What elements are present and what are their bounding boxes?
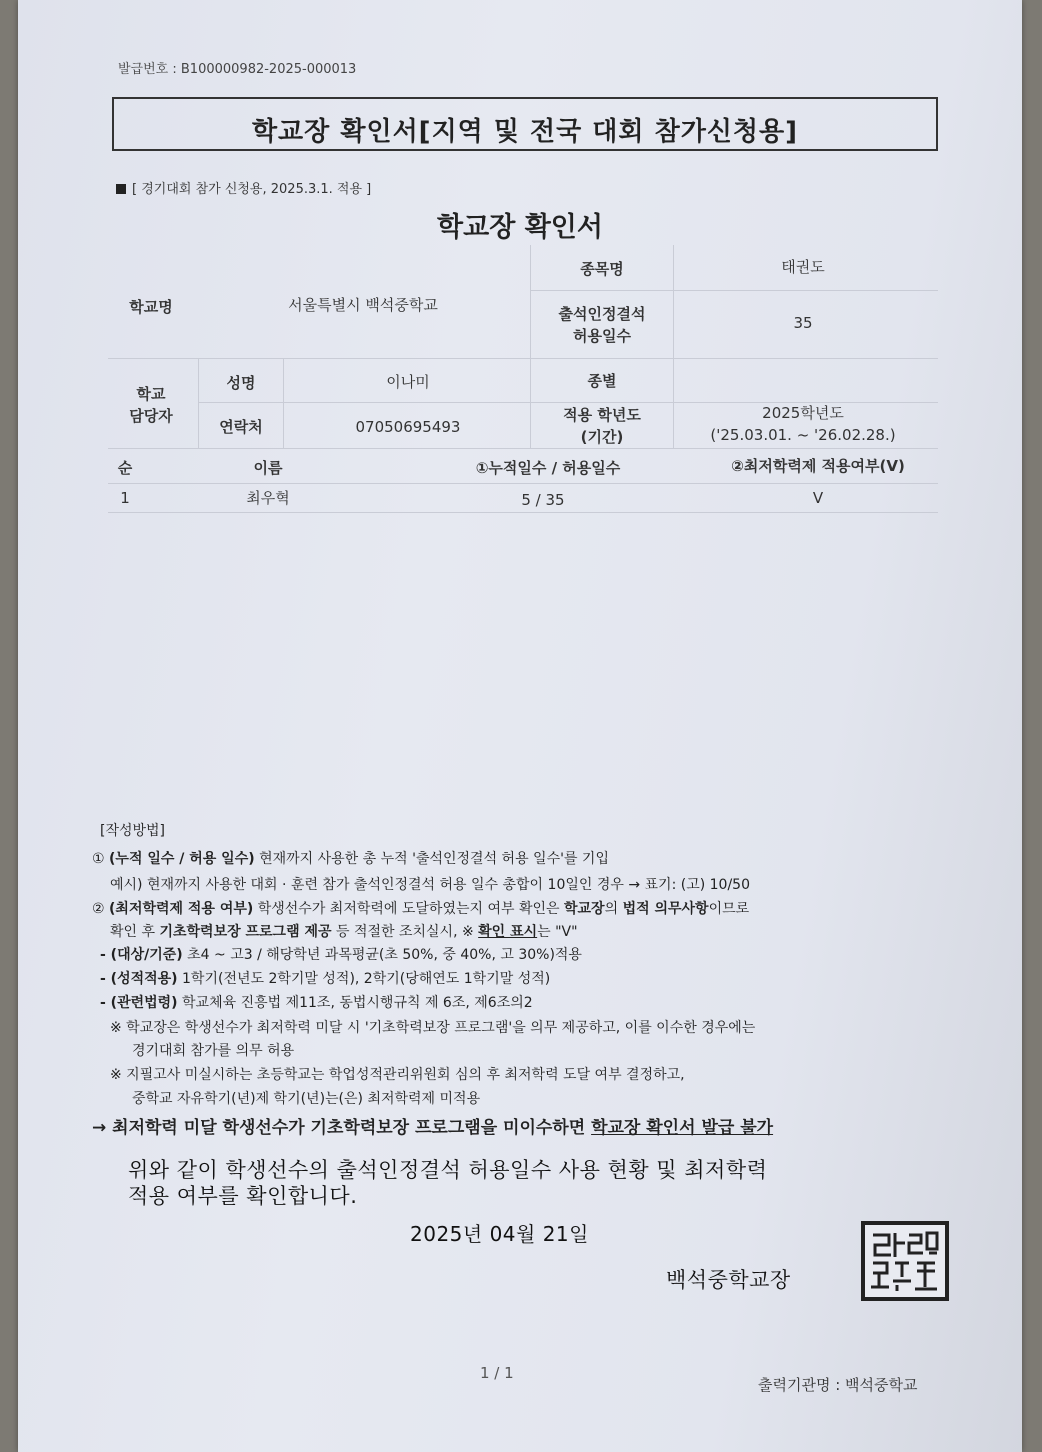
subtitle-text: [ 경기대회 참가 신청용, 2025.3.1. 적용 ] [132, 182, 372, 197]
instruction-2b-text-a: 확인 후 [110, 924, 160, 940]
table-rule [530, 290, 938, 291]
year-value-line2: ('25.03.01. ~ '26.02.28.) [710, 426, 896, 444]
instruction-2-bold-2: 학교장 [564, 901, 605, 917]
instruction-note-1: ※ 학교장은 학생선수가 최저학력 미달 시 '기초학력보장 프로그램'을 의무 제공하고, 이를 이수한 경우에는 [110, 1020, 756, 1036]
table-rule [108, 448, 938, 449]
instruction-target [100, 944, 582, 964]
instruction-target-text: 초4 ~ 고3 / 해당학년 과목평균(초 50%, 중 40%, 고 30%)적용 [182, 947, 582, 963]
instruction-note-2b: 중학교 자유학기(년)제 학기(년)는(은) 최저학력제 미적용 [132, 1091, 481, 1107]
instruction-example: 예시) 현재까지 사용한 대회 · 훈련 참가 출석인정결석 허용 일수 총합이 10일인 경우 → 표기: (고) 10/50 [110, 877, 750, 893]
student-row-applied: V [812, 489, 824, 507]
table-rule [198, 358, 199, 448]
official-seal-icon [861, 1221, 949, 1301]
allowed-days-label [533, 303, 671, 347]
year-label-line1: 적용 학년도 [563, 406, 641, 424]
instruction-grades-text: 1학기(전년도 2학기말 성적), 2학기(당해연도 1학기말 성적) [177, 971, 551, 987]
student-row-no: 1 [120, 489, 130, 507]
year-value-line1: 2025학년도 [762, 404, 844, 422]
table-rule [108, 512, 938, 513]
principal-signer: 백석중학교장 [666, 1268, 791, 1292]
page-number: 1 / 1 [480, 1364, 514, 1382]
instruction-warning [92, 1113, 773, 1138]
event-value: 태권도 [781, 258, 825, 276]
instruction-grades [100, 968, 550, 988]
instruction-law-bold: - (관련법령) [100, 995, 178, 1011]
instruction-2-text-b: 의 [604, 901, 623, 917]
seal-pattern-icon [869, 1229, 941, 1293]
banner-title: 학교장 확인서[지역 및 전국 대회 참가신청용] [251, 117, 799, 147]
student-row-name: 최우혁 [246, 489, 290, 507]
instruction-note-2: ※ 지필고사 미실시하는 초등학교는 학업성적관리위원회 심의 후 최저학력 도달 여부 결정하고, [110, 1067, 685, 1083]
school-value: 서울특별시 백석중학교 [288, 296, 438, 314]
school-label: 학교명 [129, 298, 173, 316]
table-rule [530, 245, 531, 448]
year-label [533, 404, 671, 448]
instruction-2-bold-3: 법적 의무사항 [622, 901, 709, 917]
allowed-days-label-line2: 허용일수 [573, 327, 631, 345]
instruction-target-bold: - (대상/기준) [100, 947, 183, 963]
instruction-2b-bold: 기초학력보장 프로그램 제공 [159, 924, 332, 940]
document-title: 학교장 확인서 [437, 212, 603, 243]
confirmation-line-2: 적용 여부를 확인합니다. [128, 1184, 358, 1208]
table-rule [108, 358, 938, 359]
event-label: 종목명 [580, 260, 624, 278]
instruction-2b-text-b: 등 적절한 조치실시, ※ [331, 924, 479, 940]
student-col-no: 순 [117, 459, 133, 477]
table-rule [108, 483, 938, 484]
instruction-1-text: 현재까지 사용한 총 누적 '출석인정결석 허용 일수'를 기입 [254, 851, 609, 867]
instructions-heading: [작성방법] [100, 823, 166, 839]
circled-two-icon: ② [92, 901, 105, 917]
instruction-warning-text: → 최저학력 미달 학생선수가 기초학력보장 프로그램을 미이수하면 [92, 1118, 592, 1138]
table-rule [673, 245, 674, 448]
year-label-line2: (기간) [580, 428, 624, 446]
student-col-applied: ②최저학력제 적용여부(V) [731, 457, 905, 475]
name-label: 성명 [226, 374, 256, 392]
square-bullet-icon [116, 184, 126, 194]
name-value: 이나미 [386, 373, 430, 391]
category-label: 종별 [587, 372, 617, 390]
instruction-1-bold: (누적 일수 / 허용 일수) [109, 851, 255, 867]
instruction-2-bold: (최저학력제 적용 여부) [109, 901, 254, 917]
form-subtitle [116, 178, 371, 197]
instruction-2-text-a: 학생선수가 최저학력에 도달하였는지 여부 확인은 [253, 901, 564, 917]
issue-date: 2025년 04월 21일 [410, 1222, 589, 1246]
table-rule [283, 358, 284, 448]
instruction-line-2b [110, 921, 578, 941]
document-page [18, 0, 1022, 1452]
manager-label-line1: 학교 [136, 385, 166, 403]
manager-label-line2: 담당자 [129, 407, 173, 425]
instruction-law-text: 학교체육 진흥법 제11조, 동법시행규칙 제 6조, 제6조의2 [177, 995, 533, 1011]
student-col-days: ①누적일수 / 허용일수 [475, 459, 621, 477]
instruction-warning-underline: 학교장 확인서 발급 불가 [591, 1118, 774, 1138]
student-col-name: 이름 [253, 459, 283, 477]
instruction-grades-bold: - (성적적용) [100, 971, 178, 987]
contact-value: 07050695493 [355, 418, 461, 436]
year-value [688, 402, 918, 446]
instruction-2b-underline: 확인 표시 [478, 924, 538, 940]
allowed-days-label-line1: 출석인정결석 [558, 305, 646, 323]
confirmation-line-1: 위와 같이 학생선수의 출석인정결석 허용일수 사용 현황 및 최저학력 [128, 1158, 768, 1182]
contact-label: 연락처 [219, 418, 263, 436]
issuing-institution: 출력기관명 : 백석중학교 [758, 1376, 918, 1394]
manager-label [110, 383, 192, 427]
banner-box [112, 97, 938, 151]
instruction-2b-text-c: 는 "V" [537, 924, 578, 940]
instruction-note-1b: 경기대회 참가를 의무 허용 [132, 1043, 295, 1059]
allowed-days-value: 35 [793, 314, 813, 332]
instruction-2-text-c: 이므로 [708, 901, 750, 917]
instruction-line-2 [92, 898, 749, 918]
issue-number: 발급번호 : B100000982-2025-000013 [118, 62, 357, 77]
student-row-days: 5 / 35 [521, 491, 565, 509]
circled-one-icon: ① [92, 851, 105, 867]
instruction-law [100, 992, 533, 1012]
instruction-line-1 [92, 848, 609, 868]
